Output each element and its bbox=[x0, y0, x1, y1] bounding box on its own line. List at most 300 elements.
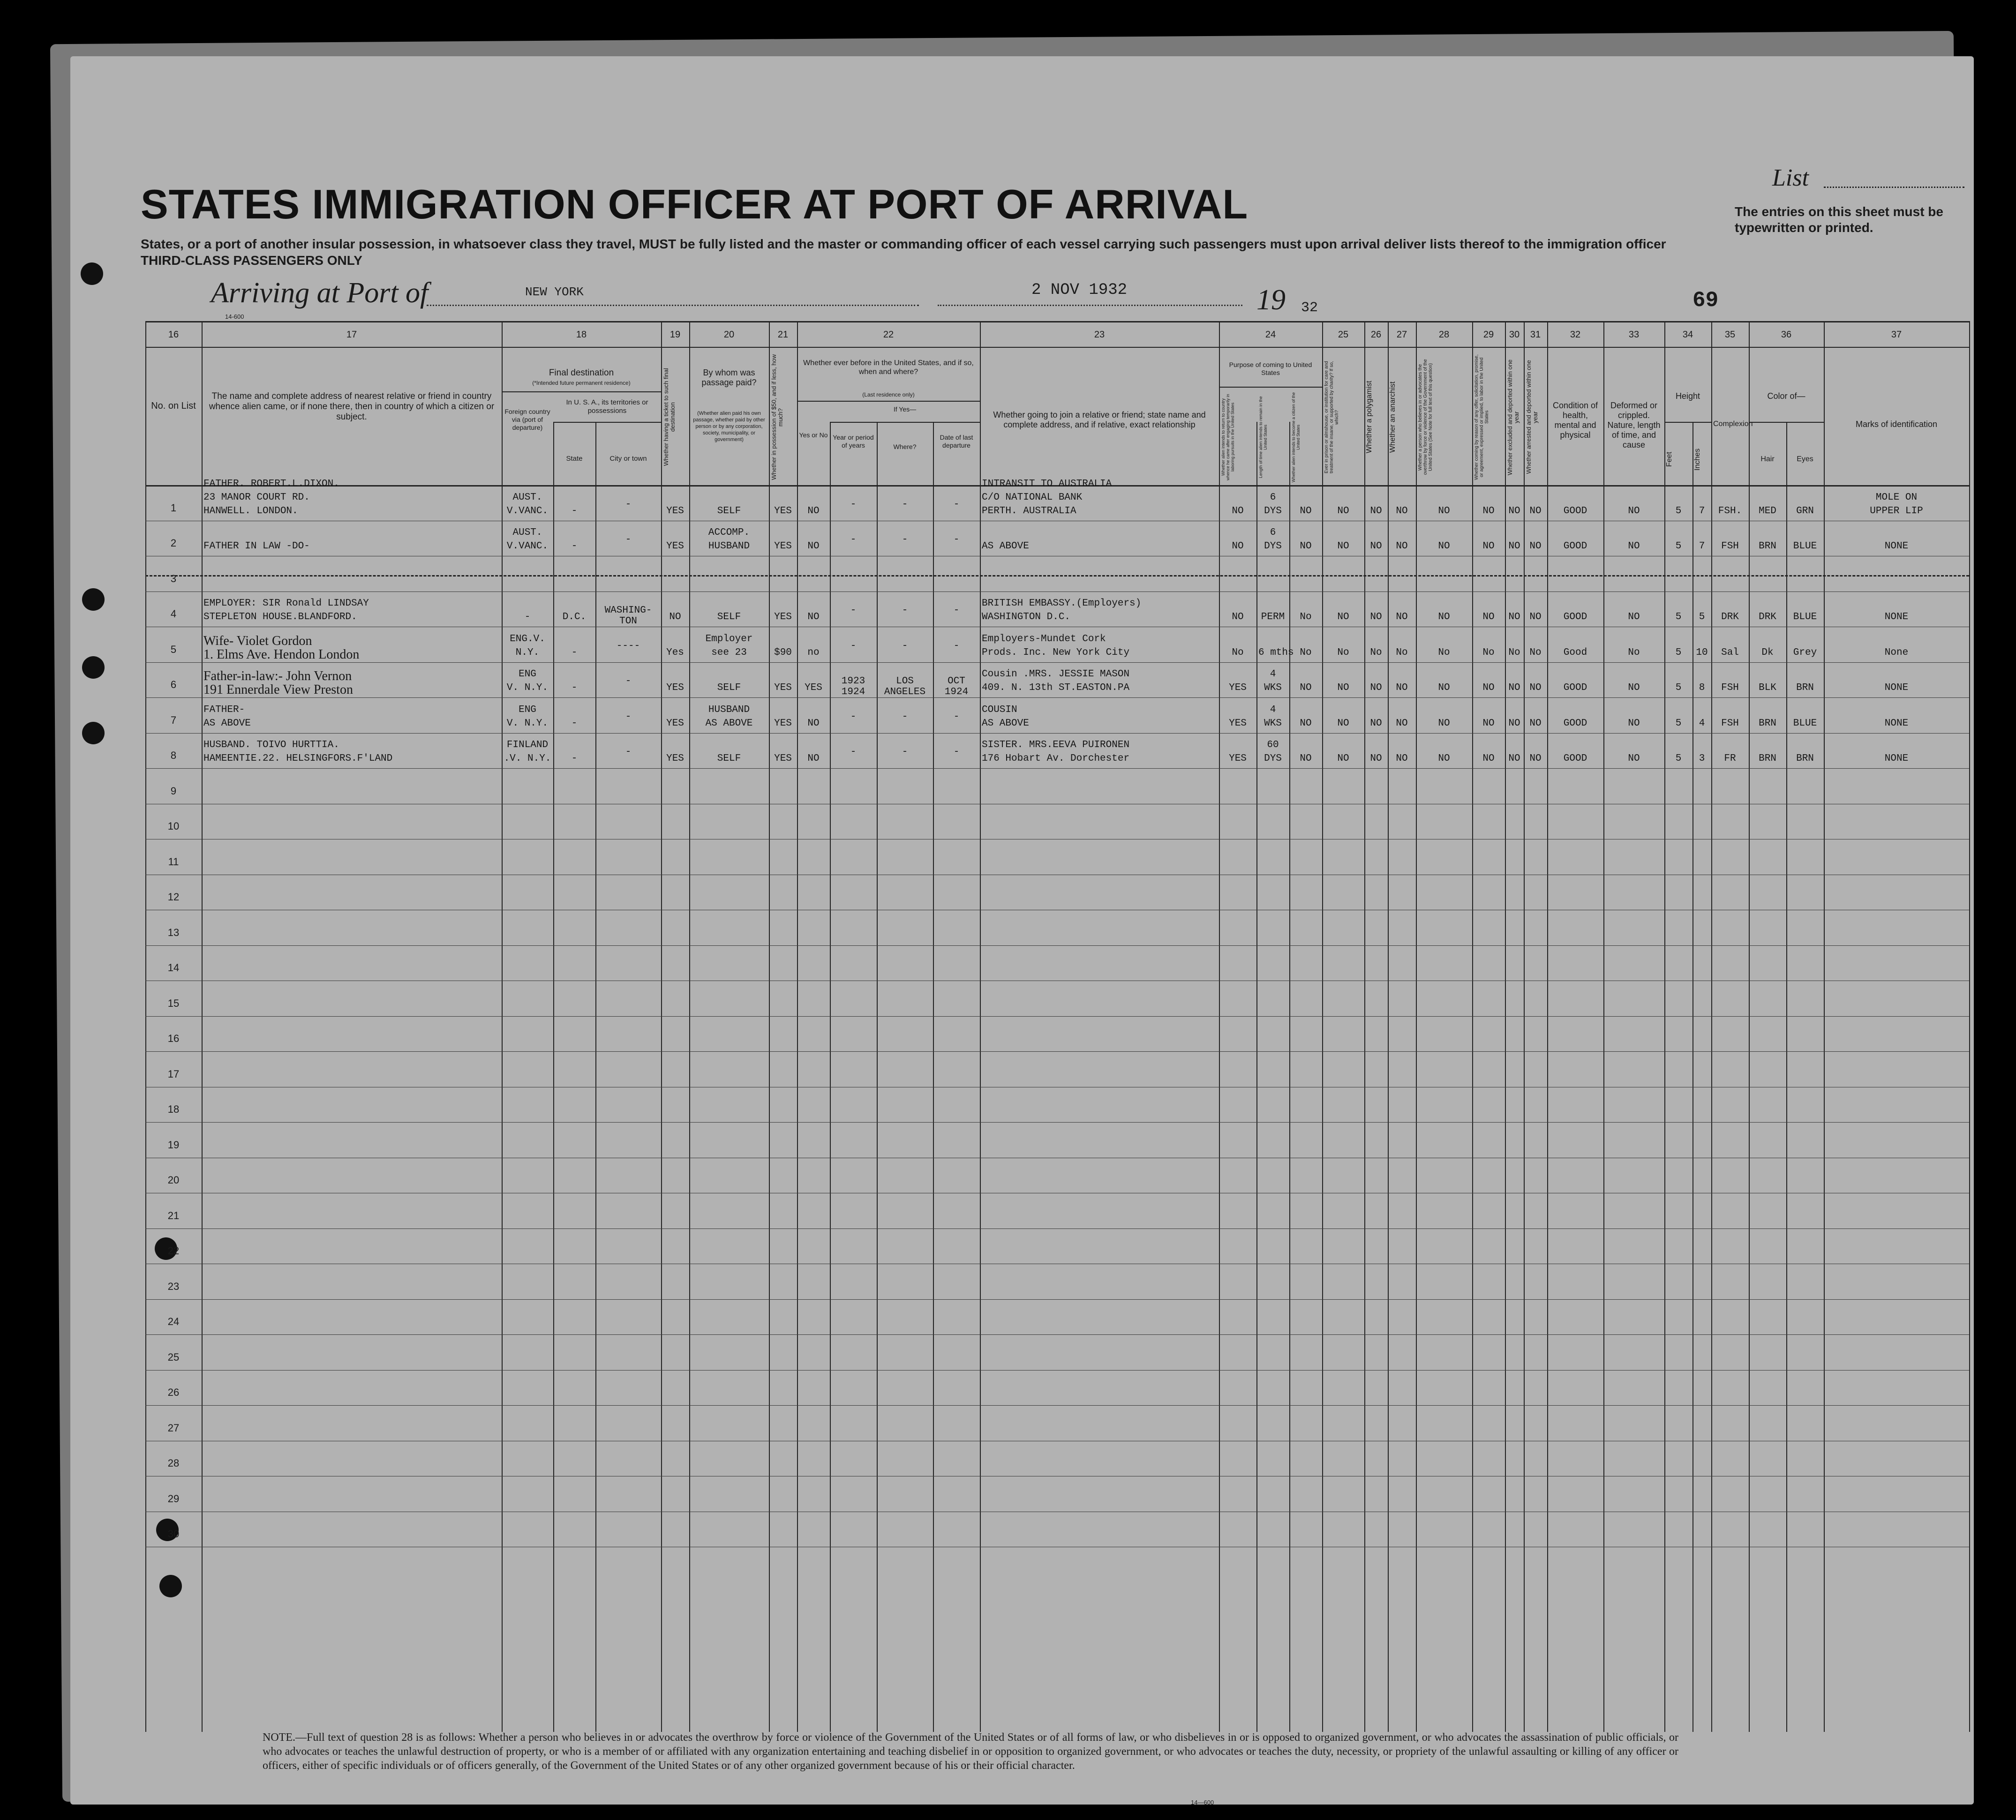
overthrow-answer: NO bbox=[1438, 541, 1450, 552]
column-header: Eyes bbox=[1797, 455, 1813, 463]
health-condition: GOOD bbox=[1563, 682, 1587, 693]
row-number: 17 bbox=[167, 1068, 180, 1080]
column-header-vertical: Whether alien intends to return to country whence he came after engaging temporarily in laboring pursuits in the United States bbox=[1221, 394, 1235, 480]
column-number: 24 bbox=[1265, 330, 1276, 340]
destination-city: - bbox=[625, 711, 632, 722]
column-header: State bbox=[566, 455, 583, 463]
period-of-years: - bbox=[850, 711, 857, 722]
column-number: 27 bbox=[1396, 330, 1407, 340]
column-header: If Yes— bbox=[893, 405, 917, 413]
passage-paid-by: Employer bbox=[705, 633, 753, 644]
subheader-divider bbox=[1749, 422, 1824, 423]
complexion: Sal bbox=[1721, 647, 1739, 658]
destination-state: - bbox=[571, 541, 578, 552]
height-feet: 5 bbox=[1675, 541, 1682, 552]
height-inches: 7 bbox=[1699, 505, 1705, 517]
polygamist-answer: NO bbox=[1370, 718, 1382, 729]
previous-residence: - bbox=[902, 711, 908, 722]
deformed-answer: No bbox=[1628, 647, 1640, 658]
anarchist-answer: NO bbox=[1396, 541, 1408, 552]
identification-marks: NONE bbox=[1884, 682, 1909, 693]
column-header: Where? bbox=[893, 443, 917, 450]
deformed-answer: NO bbox=[1628, 682, 1640, 693]
column-header-vertical: Whether excluded and deported within one year bbox=[1506, 359, 1520, 475]
hair-color: DRK bbox=[1759, 612, 1776, 622]
fifty-dollars: YES bbox=[774, 682, 792, 693]
labor-offer-answer: NO bbox=[1482, 612, 1495, 622]
ticket-status: YES bbox=[666, 541, 684, 552]
joining-relative: Prods. Inc. New York City bbox=[982, 647, 1130, 658]
column-header-vertical: Whether having a ticket to such final destination bbox=[662, 368, 676, 466]
row-number: 5 bbox=[170, 643, 177, 655]
last-departure: - bbox=[953, 605, 960, 616]
column-divider bbox=[797, 321, 798, 1732]
joining-relative: COUSIN bbox=[982, 704, 1017, 715]
page-number: 69 bbox=[1693, 288, 1719, 313]
last-departure: - bbox=[953, 747, 960, 757]
row-divider bbox=[145, 1370, 1969, 1371]
arrested-answer: NO bbox=[1529, 682, 1542, 693]
destination-state: - bbox=[571, 682, 578, 693]
deformed-answer: NO bbox=[1628, 612, 1640, 622]
column-header: (Last residence only) bbox=[862, 391, 915, 398]
passage-paid-by: SELF bbox=[717, 682, 741, 693]
complexion: FSH bbox=[1721, 718, 1739, 729]
ticket-status: YES bbox=[666, 505, 684, 517]
previous-residence: - bbox=[902, 499, 908, 510]
labor-offer-answer: NO bbox=[1482, 682, 1495, 693]
row-number: 18 bbox=[167, 1103, 180, 1115]
complexion: FR bbox=[1724, 753, 1736, 764]
previously-in-us: NO bbox=[807, 505, 820, 517]
row-number: 24 bbox=[167, 1316, 180, 1327]
relative-address: HUSBAND. TOIVO HURTTIA. bbox=[203, 740, 339, 750]
hair-color: BRN bbox=[1759, 541, 1776, 552]
column-header: Foreign country via (port of departure) bbox=[504, 408, 550, 431]
excluded-answer: NO bbox=[1508, 682, 1520, 693]
row-number: 14 bbox=[167, 962, 180, 974]
column-number: 35 bbox=[1724, 330, 1736, 340]
table-frame bbox=[145, 321, 1969, 1733]
column-header: Year or period of years bbox=[833, 434, 874, 449]
excluded-answer: NO bbox=[1508, 505, 1520, 517]
destination-city: - bbox=[625, 534, 632, 545]
column-header-vertical: Feet bbox=[1665, 452, 1673, 467]
column-divider bbox=[1969, 321, 1970, 1732]
relative-address: AS ABOVE bbox=[203, 718, 251, 729]
height-inches: 10 bbox=[1696, 647, 1708, 658]
height-feet: 5 bbox=[1675, 718, 1682, 729]
ticket-status: YES bbox=[666, 682, 684, 693]
row-number: 29 bbox=[167, 1492, 180, 1505]
intends-return: YES bbox=[1229, 718, 1247, 729]
excluded-answer: NO bbox=[1508, 718, 1520, 729]
previous-residence: - bbox=[902, 605, 908, 616]
column-header-vertical: Whether a person who believes in or advocates the overthrow by force or violence of the Government of the United States (See Note for full text of this question) bbox=[1418, 359, 1433, 475]
column-header-vertical: Whether arrested and deported within one year bbox=[1525, 360, 1539, 474]
row-number: 4 bbox=[170, 608, 177, 620]
year-suffix: 32 bbox=[1301, 300, 1318, 316]
column-header: City or town bbox=[609, 455, 647, 463]
anarchist-answer: NO bbox=[1396, 612, 1408, 622]
column-divider bbox=[1749, 321, 1750, 1732]
row-divider bbox=[145, 697, 1969, 698]
column-header: Whether going to join a relative or friend; state name and complete address, and if relative, exact relationship bbox=[993, 410, 1206, 429]
relative-address: FATHER. ROBERT.L.DIXON. bbox=[203, 478, 339, 489]
row-number: 9 bbox=[170, 785, 177, 797]
overthrow-answer: NO bbox=[1438, 753, 1450, 764]
fifty-dollars: YES bbox=[774, 718, 792, 729]
intends-citizenship: No bbox=[1300, 612, 1312, 622]
previously-in-us: NO bbox=[807, 718, 820, 729]
intends-return: NO bbox=[1232, 541, 1244, 552]
fifty-dollars: $90 bbox=[774, 647, 792, 658]
row-divider bbox=[145, 1016, 1969, 1017]
column-header-vertical: Ever in prison or almshouse, or institution for care and treatment of the insane, or supported by charity? If so, which? bbox=[1324, 361, 1339, 473]
height-inches: 5 bbox=[1699, 612, 1705, 622]
ticket-status: YES bbox=[666, 753, 684, 764]
column-header: Height bbox=[1675, 391, 1700, 401]
column-divider bbox=[933, 422, 934, 1732]
destination-state: - bbox=[571, 718, 578, 729]
health-condition: GOOD bbox=[1563, 612, 1587, 622]
destination-city: - bbox=[625, 676, 632, 687]
last-departure: - bbox=[953, 534, 960, 545]
column-divider bbox=[1289, 422, 1290, 1732]
destination-state: - bbox=[571, 505, 578, 517]
column-number: 23 bbox=[1094, 330, 1105, 340]
length-of-stay: 4 bbox=[1270, 669, 1276, 680]
length-of-stay: 60 bbox=[1267, 740, 1279, 750]
column-header: Marks of identification bbox=[1855, 419, 1938, 429]
length-of-stay: 4 bbox=[1270, 704, 1276, 715]
column-divider bbox=[830, 422, 831, 1732]
column-header: Date of last departure bbox=[940, 434, 973, 449]
previous-residence: LOS ANGELES bbox=[884, 676, 926, 697]
foreign-port: - bbox=[524, 612, 531, 622]
column-header: Complexion bbox=[1713, 420, 1753, 428]
column-divider bbox=[980, 321, 981, 1732]
column-divider bbox=[1664, 321, 1665, 1732]
column-header: Final destination bbox=[549, 368, 614, 378]
complexion: DRK bbox=[1721, 612, 1739, 622]
foreign-port: N.Y. bbox=[515, 647, 540, 658]
ticket-status: YES bbox=[666, 718, 684, 729]
column-divider bbox=[1322, 321, 1323, 1732]
previously-in-us: YES bbox=[805, 682, 822, 693]
column-number: 28 bbox=[1438, 330, 1450, 340]
identification-marks: MOLE ON bbox=[1875, 492, 1918, 503]
joining-relative: SISTER. MRS.EEVA PUIRONEN bbox=[982, 740, 1130, 750]
height-feet: 5 bbox=[1675, 753, 1682, 764]
column-header-vertical: Inches bbox=[1693, 448, 1701, 471]
relative-address: Father-in-law:- John Vernon bbox=[203, 669, 352, 683]
subheader-divider bbox=[553, 422, 661, 423]
column-divider bbox=[553, 422, 554, 1732]
intends-return: YES bbox=[1229, 753, 1247, 764]
last-departure: OCT 1924 bbox=[944, 676, 969, 697]
last-departure: - bbox=[953, 711, 960, 722]
column-header-vertical: Whether an anarchist bbox=[1389, 381, 1397, 453]
health-condition: GOOD bbox=[1563, 505, 1587, 517]
row-number: 1 bbox=[170, 502, 177, 514]
row-number: 19 bbox=[167, 1138, 180, 1151]
manifest-table bbox=[145, 321, 1969, 1732]
height-inches: 7 bbox=[1699, 541, 1705, 552]
row-number: 25 bbox=[167, 1351, 180, 1363]
intends-citizenship: NO bbox=[1300, 753, 1312, 764]
row-number: 30 bbox=[167, 1528, 180, 1540]
passenger-class: THIRD-CLASS PASSENGERS ONLY bbox=[141, 253, 362, 268]
column-header: In U. S. A., its territories or possessions bbox=[566, 398, 648, 415]
previous-residence: - bbox=[902, 640, 908, 652]
overthrow-answer: NO bbox=[1438, 718, 1450, 729]
column-number: 20 bbox=[723, 330, 735, 340]
length-of-stay: WKS bbox=[1264, 718, 1282, 729]
labor-offer-answer: NO bbox=[1482, 505, 1495, 517]
form-code: 14-600 bbox=[225, 313, 244, 320]
arrested-answer: NO bbox=[1529, 541, 1542, 552]
height-feet: 5 bbox=[1675, 612, 1682, 622]
height-feet: 5 bbox=[1675, 682, 1682, 693]
length-of-stay: 6 mths bbox=[1258, 647, 1294, 658]
intends-return: NO bbox=[1232, 505, 1244, 517]
joining-relative: WASHINGTON D.C. bbox=[982, 612, 1071, 622]
binder-hole bbox=[82, 722, 105, 744]
column-header: (*Intended future permanent residence) bbox=[532, 380, 631, 386]
previously-in-us: NO bbox=[807, 541, 820, 552]
column-divider bbox=[661, 321, 662, 1732]
row-divider bbox=[145, 945, 1969, 946]
date-line bbox=[938, 305, 1242, 306]
height-feet: 5 bbox=[1675, 505, 1682, 517]
entries-note: The entries on this sheet must be typewritten or printed. bbox=[1735, 204, 1943, 235]
hair-color: Dk bbox=[1761, 647, 1774, 658]
row-divider bbox=[145, 1051, 1969, 1052]
health-condition: GOOD bbox=[1563, 541, 1587, 552]
ticket-status: Yes bbox=[666, 647, 684, 658]
column-header: Whether ever before in the United States, and if so, when and where? bbox=[803, 359, 974, 376]
column-divider bbox=[595, 422, 596, 1732]
foreign-port: ENG bbox=[519, 669, 536, 680]
joining-relative: 176 Hobart Av. Dorchester bbox=[982, 753, 1130, 764]
subheader-divider bbox=[797, 401, 980, 402]
complexion: FSH bbox=[1721, 541, 1739, 552]
column-number: 18 bbox=[576, 330, 587, 340]
deformed-answer: NO bbox=[1628, 505, 1640, 517]
column-divider bbox=[1547, 321, 1548, 1732]
joining-relative: Employers-Mundet Cork bbox=[982, 633, 1106, 644]
anarchist-answer: NO bbox=[1396, 753, 1408, 764]
column-number: 30 bbox=[1509, 330, 1520, 340]
passage-paid-by: see 23 bbox=[711, 647, 747, 658]
column-divider bbox=[1472, 321, 1473, 1732]
prison-answer: NO bbox=[1337, 718, 1349, 729]
section-separator bbox=[145, 575, 1969, 577]
arrested-answer: NO bbox=[1529, 753, 1542, 764]
length-of-stay: WKS bbox=[1264, 682, 1282, 693]
overthrow-answer: NO bbox=[1438, 682, 1450, 693]
identification-marks: NONE bbox=[1884, 718, 1909, 729]
column-number: 31 bbox=[1530, 330, 1541, 340]
column-header: Deformed or crippled. Nature, length of time, and cause bbox=[1607, 401, 1661, 449]
eye-color: BLUE bbox=[1793, 718, 1817, 729]
foreign-port: ENG bbox=[519, 704, 536, 715]
row-divider bbox=[145, 662, 1969, 663]
fifty-dollars: YES bbox=[774, 541, 792, 552]
destination-city: ---- bbox=[616, 640, 640, 652]
column-header-vertical: Whether alien intends to become a citizen of the United States bbox=[1291, 392, 1301, 482]
column-divider bbox=[1416, 321, 1417, 1732]
column-number: 37 bbox=[1891, 330, 1902, 340]
height-feet: 5 bbox=[1675, 647, 1682, 658]
binder-hole bbox=[82, 656, 105, 679]
row-divider bbox=[145, 1334, 1969, 1335]
period-of-years: 1923 1924 bbox=[841, 676, 865, 697]
foreign-port: AUST. bbox=[512, 492, 542, 503]
identification-marks: NONE bbox=[1884, 541, 1909, 552]
arrested-answer: NO bbox=[1529, 718, 1542, 729]
health-condition: GOOD bbox=[1563, 753, 1587, 764]
instructions-text: States, or a port of another insular possession, in whatsoever class they travel, MUST be fully listed and the master or commanding officer of each vessel carrying such passengers must upon arrival deliver lists thereof to the immigration officer bbox=[141, 237, 1666, 251]
deformed-answer: NO bbox=[1628, 541, 1640, 552]
polygamist-answer: NO bbox=[1370, 612, 1382, 622]
row-number: 28 bbox=[167, 1457, 180, 1469]
excluded-answer: NO bbox=[1508, 612, 1520, 622]
column-divider bbox=[1824, 321, 1825, 1732]
excluded-answer: NO bbox=[1508, 753, 1520, 764]
passage-paid-by: AS ABOVE bbox=[705, 718, 753, 729]
intends-citizenship: NO bbox=[1300, 718, 1312, 729]
column-header: Condition of health, mental and physical bbox=[1552, 401, 1598, 440]
joining-relative: BRITISH EMBASSY.(Employers) bbox=[982, 598, 1142, 609]
row-divider bbox=[145, 1122, 1969, 1123]
port-of-arrival: NEW YORK bbox=[525, 285, 584, 299]
intends-citizenship: NO bbox=[1300, 541, 1312, 552]
column-header-vertical: Whether in possession of $50, and if less, how much? bbox=[770, 354, 784, 480]
polygamist-answer: NO bbox=[1370, 753, 1382, 764]
footnote: NOTE.—Full text of question 28 is as follows: Whether a person who believes in or advocates the overthrow by force or violence of the Government of the United States or of all forms of law, or who disbelieves in or is opposed to organized government, or who advocates the assassination of public officials, or who advocates or teaches the unlawful destruction of property, or who is a member of or affiliated with any organization entertaining and teaching disbelief in or opposition to organized government, or who advocates or teaches the duty, necessity, or propriety of the unlawful assaulting or killing of any officer or officers, either of specific individuals or of officers generally, of the Government of the United States or of any other organized government because of his or their official character. bbox=[263, 1731, 1678, 1772]
list-label: List bbox=[1772, 165, 1809, 191]
column-divider bbox=[1505, 321, 1506, 1732]
prison-answer: NO bbox=[1337, 541, 1349, 552]
identification-marks: None bbox=[1884, 647, 1909, 658]
column-number: 19 bbox=[669, 330, 681, 340]
row-number: 10 bbox=[167, 820, 180, 832]
column-header: No. on List bbox=[151, 401, 196, 411]
anarchist-answer: NO bbox=[1396, 505, 1408, 517]
column-divider bbox=[769, 321, 770, 1732]
excluded-answer: No bbox=[1508, 647, 1520, 658]
column-header: The name and complete address of nearest relative or friend in country whence alien came, or if none there, then in country of which a citizen or subject. bbox=[209, 391, 495, 422]
column-header: Yes or No bbox=[799, 431, 828, 439]
height-inches: 3 bbox=[1699, 753, 1705, 764]
column-divider bbox=[1711, 321, 1712, 1732]
prison-answer: NO bbox=[1337, 753, 1349, 764]
row-number: 21 bbox=[167, 1209, 180, 1221]
destination-city: - bbox=[625, 499, 632, 510]
row-number: 23 bbox=[167, 1280, 180, 1292]
polygamist-answer: NO bbox=[1370, 682, 1382, 693]
column-header: Color of— bbox=[1767, 391, 1805, 401]
period-of-years: - bbox=[850, 499, 857, 510]
form-code-bottom: 14—600 bbox=[1191, 1799, 1214, 1806]
row-number: 2 bbox=[170, 537, 177, 549]
joining-relative: AS ABOVE bbox=[982, 541, 1029, 552]
column-divider bbox=[877, 422, 878, 1732]
arrival-date: 2 NOV 1932 bbox=[1031, 281, 1128, 299]
destination-state: D.C. bbox=[562, 612, 587, 622]
intends-return: No bbox=[1232, 647, 1244, 658]
overthrow-answer: NO bbox=[1438, 505, 1450, 517]
period-of-years: - bbox=[850, 747, 857, 757]
subheader-divider bbox=[502, 391, 661, 392]
hair-color: BRN bbox=[1759, 718, 1776, 729]
identification-marks: NONE bbox=[1884, 753, 1909, 764]
foreign-port: V. N.Y. bbox=[506, 682, 549, 693]
column-number: 26 bbox=[1370, 330, 1382, 340]
excluded-answer: NO bbox=[1508, 541, 1520, 552]
row-number: 8 bbox=[170, 749, 177, 761]
foreign-port: FINLAND bbox=[506, 740, 549, 750]
length-of-stay: 6 bbox=[1270, 492, 1276, 503]
row-number: 22 bbox=[167, 1245, 180, 1257]
last-departure: - bbox=[953, 640, 960, 652]
joining-relative: PERTH. AUSTRALIA bbox=[982, 505, 1076, 517]
column-number: 17 bbox=[346, 330, 357, 340]
relative-address: HAMEENTIE.22. HELSINGFORS.F'LAND bbox=[203, 753, 393, 764]
arriving-label: Arriving at Port of bbox=[211, 277, 429, 309]
joining-relative: AS ABOVE bbox=[982, 718, 1029, 729]
list-number-line bbox=[1824, 187, 1964, 188]
relative-address: 191 Ennerdale View Preston bbox=[203, 682, 353, 697]
relative-address: 1. Elms Ave. Hendon London bbox=[203, 647, 360, 662]
identification-marks: NONE bbox=[1884, 612, 1909, 622]
column-header: By whom was passage paid? bbox=[701, 368, 757, 387]
binder-hole bbox=[82, 588, 105, 611]
column-number: 36 bbox=[1781, 330, 1792, 340]
intends-citizenship: No bbox=[1300, 647, 1312, 658]
column-divider bbox=[1219, 321, 1220, 1732]
foreign-port: .V. N.Y. bbox=[504, 753, 551, 764]
deformed-answer: NO bbox=[1628, 718, 1640, 729]
passage-paid-by: ACCOMP. bbox=[708, 527, 750, 538]
fifty-dollars: YES bbox=[774, 505, 792, 517]
labor-offer-answer: NO bbox=[1482, 718, 1495, 729]
hair-color: MED bbox=[1759, 505, 1776, 517]
column-number: 16 bbox=[168, 330, 179, 340]
row-number: 27 bbox=[167, 1422, 180, 1434]
row-number: 20 bbox=[167, 1174, 180, 1186]
period-of-years: - bbox=[850, 640, 857, 652]
prison-answer: No bbox=[1337, 647, 1349, 658]
hair-color: BRN bbox=[1759, 753, 1776, 764]
labor-offer-answer: NO bbox=[1482, 541, 1495, 552]
row-number: 13 bbox=[167, 926, 180, 938]
column-divider bbox=[145, 321, 146, 1732]
subheader-divider bbox=[830, 422, 980, 423]
last-departure: - bbox=[953, 499, 960, 510]
column-header-vertical: Length of time alien intends to remain in the United States bbox=[1258, 396, 1268, 478]
binder-hole bbox=[81, 262, 103, 285]
destination-city: - bbox=[625, 747, 632, 757]
column-number: 34 bbox=[1682, 330, 1693, 340]
subheader-divider bbox=[1219, 387, 1322, 388]
overthrow-answer: No bbox=[1438, 647, 1450, 658]
row-divider bbox=[145, 1228, 1969, 1229]
arrested-answer: NO bbox=[1529, 612, 1542, 622]
foreign-port: V.VANC. bbox=[506, 541, 549, 552]
